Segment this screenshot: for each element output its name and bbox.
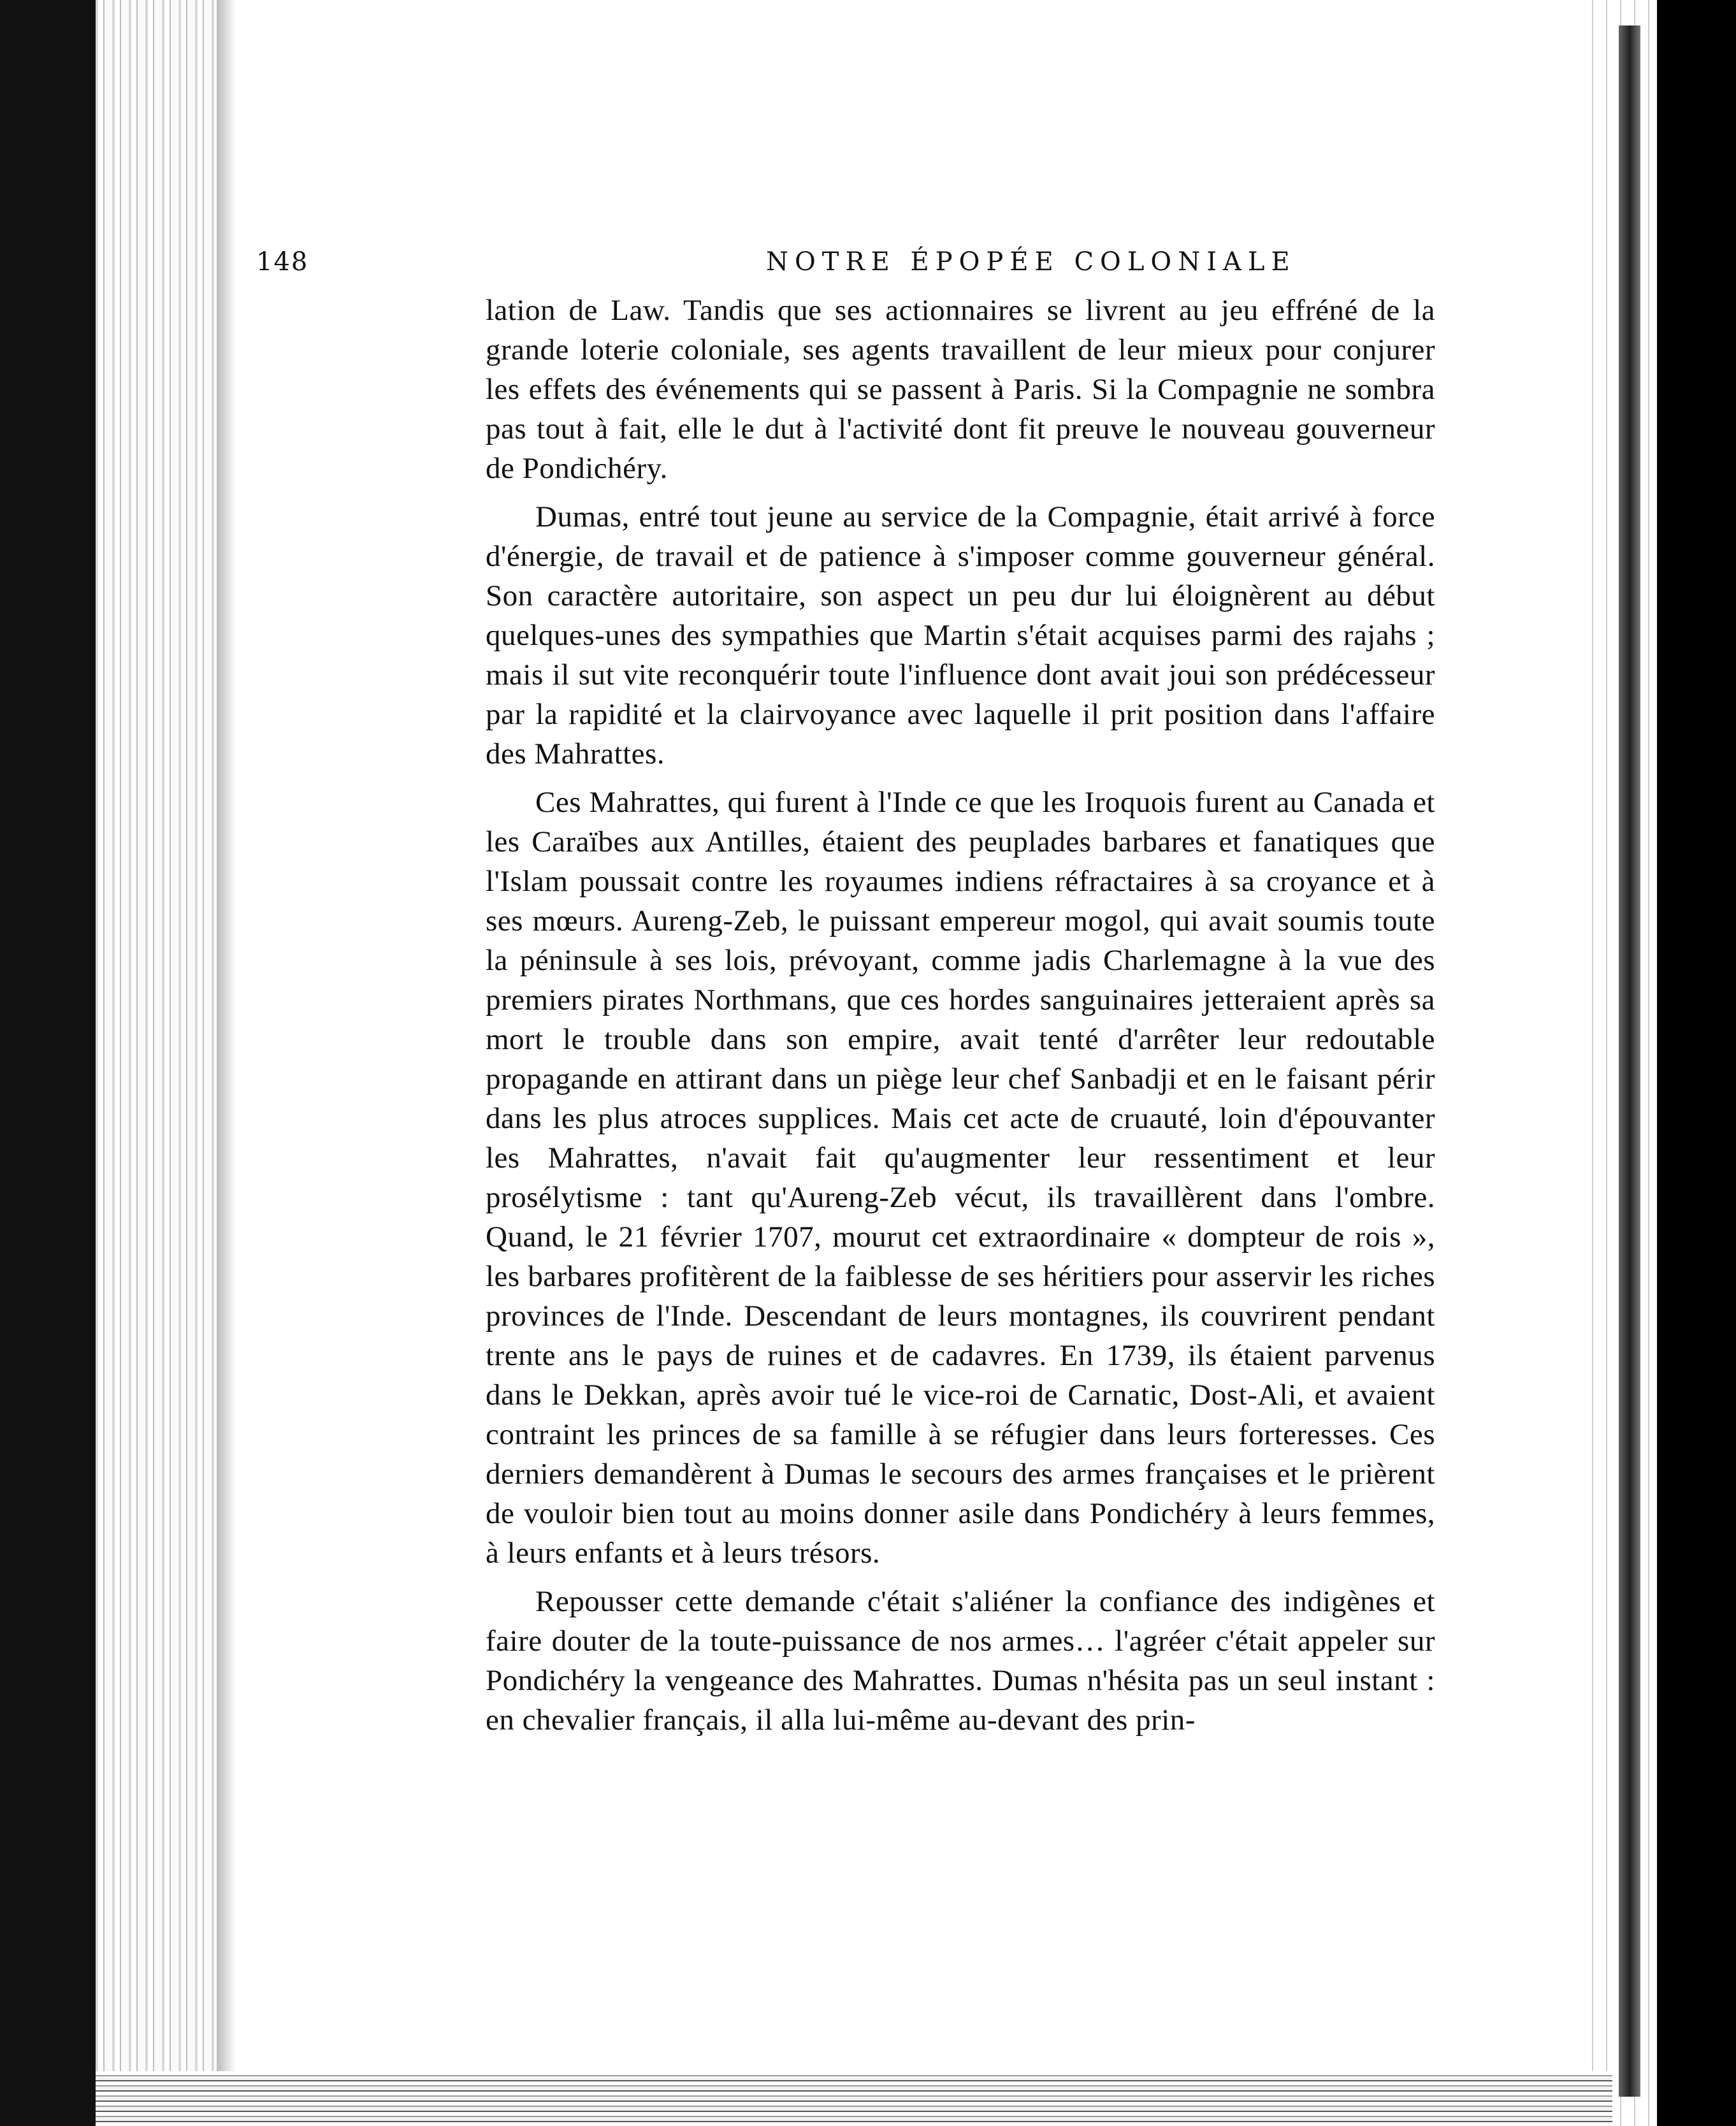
page-number: 148 — [256, 247, 309, 277]
page-stack-left — [96, 0, 229, 2126]
body-text — [486, 291, 1435, 1749]
scan-border-right — [1657, 0, 1736, 2126]
gutter-shadow — [217, 0, 236, 2126]
paragraph: lation de Law. Tandis que ses actionnaires se livrent au jeu effréné de la grande loterie coloniale, ses agents travaillent de leur mieux pour conjurer les effets des événements qui se passent à Paris. Si la Compagnie ne sombra pas tout à fait, elle le dut à l'activité dont fit preuve le nouveau gouverneur de Pondichéry. — [486, 294, 1435, 485]
paragraph: Repousser cette demande c'était s'aliéner la confiance des indigènes et faire douter de la toute-puissance de nos armes… l'agréer c'était appeler sur Pondichéry la vengeance des Mahrattes. Dumas n'hésita pas un seul instant : en chevalier français, il alla lui-même au-devant des prin- — [486, 1585, 1435, 1737]
page-stack-bottom — [96, 2071, 1612, 2126]
paragraph: Dumas, entré tout jeune au service de la Compagnie, était arrivé à force d'énergie, de travail et de patience à s'imposer comme gouverneur général. Son caractère autoritaire, son aspect un peu dur lui éloignèrent au début quelques-unes des sympathies que Martin s'était acquises parmi des rajahs ; mais il sut vite reconquérir toute l'influence dont avait joui son prédécesseur par la rapidité et la clairvoyance avec laquelle il prit position dans l'affaire des Mahrattes. — [486, 500, 1435, 770]
page-edge-bar — [1619, 25, 1640, 2097]
page-header — [256, 247, 1422, 286]
book-spine — [0, 0, 96, 2126]
paragraph: Ces Mahrattes, qui furent à l'Inde ce que les Iroquois furent au Canada et les Caraïbes aux Antilles, étaient des peuplades barbares et fanatiques que l'Islam poussait contre les royaumes indiens réfractaires à sa croyance et à ses mœurs. Aureng-Zeb, le puissant empereur mogol, qui avait soumis toute la péninsule à ses lois, prévoyant, comme jadis Charlemagne à la vue des premiers pirates Northmans, que ces hordes sanguinaires jetteraient après sa mort le trouble dans son empire, avait tenté d'arrêter leur redoutable propagande en attirant dans un piège leur chef Sanbadji et en le faisant périr dans les plus atroces supplices. Mais cet acte de cruauté, loin d'épouvanter les Mahrattes, n'avait fait qu'augmenter leur ressentiment et leur prosélytisme : tant qu'Aureng-Zeb vécut, ils travaillèrent dans l'ombre. Quand, le 21 février 1707, mourut cet extraordinaire « dompteur de rois », les barbares profitèrent de la faiblesse de ses héritiers pour asservir les riches provinces de l'Inde. Descendant de leurs montagnes, ils couvrirent pendant trente ans le pays de ruines et de cadavres. En 1739, ils étaient parvenus dans le Dekkan, après avoir tué le vice-roi de Carnatic, Dost-Ali, et avaient contraint les princes de sa famille à se réfugier dans leurs forteresses. Ces derniers demandèrent à Dumas le secours des armes françaises et le prièrent de vouloir bien tout au moins donner asile dans Pondichéry à leurs femmes, à leurs enfants et à leurs trésors. — [486, 786, 1435, 1570]
running-title: NOTRE ÉPOPÉE COLONIALE — [766, 247, 1296, 277]
